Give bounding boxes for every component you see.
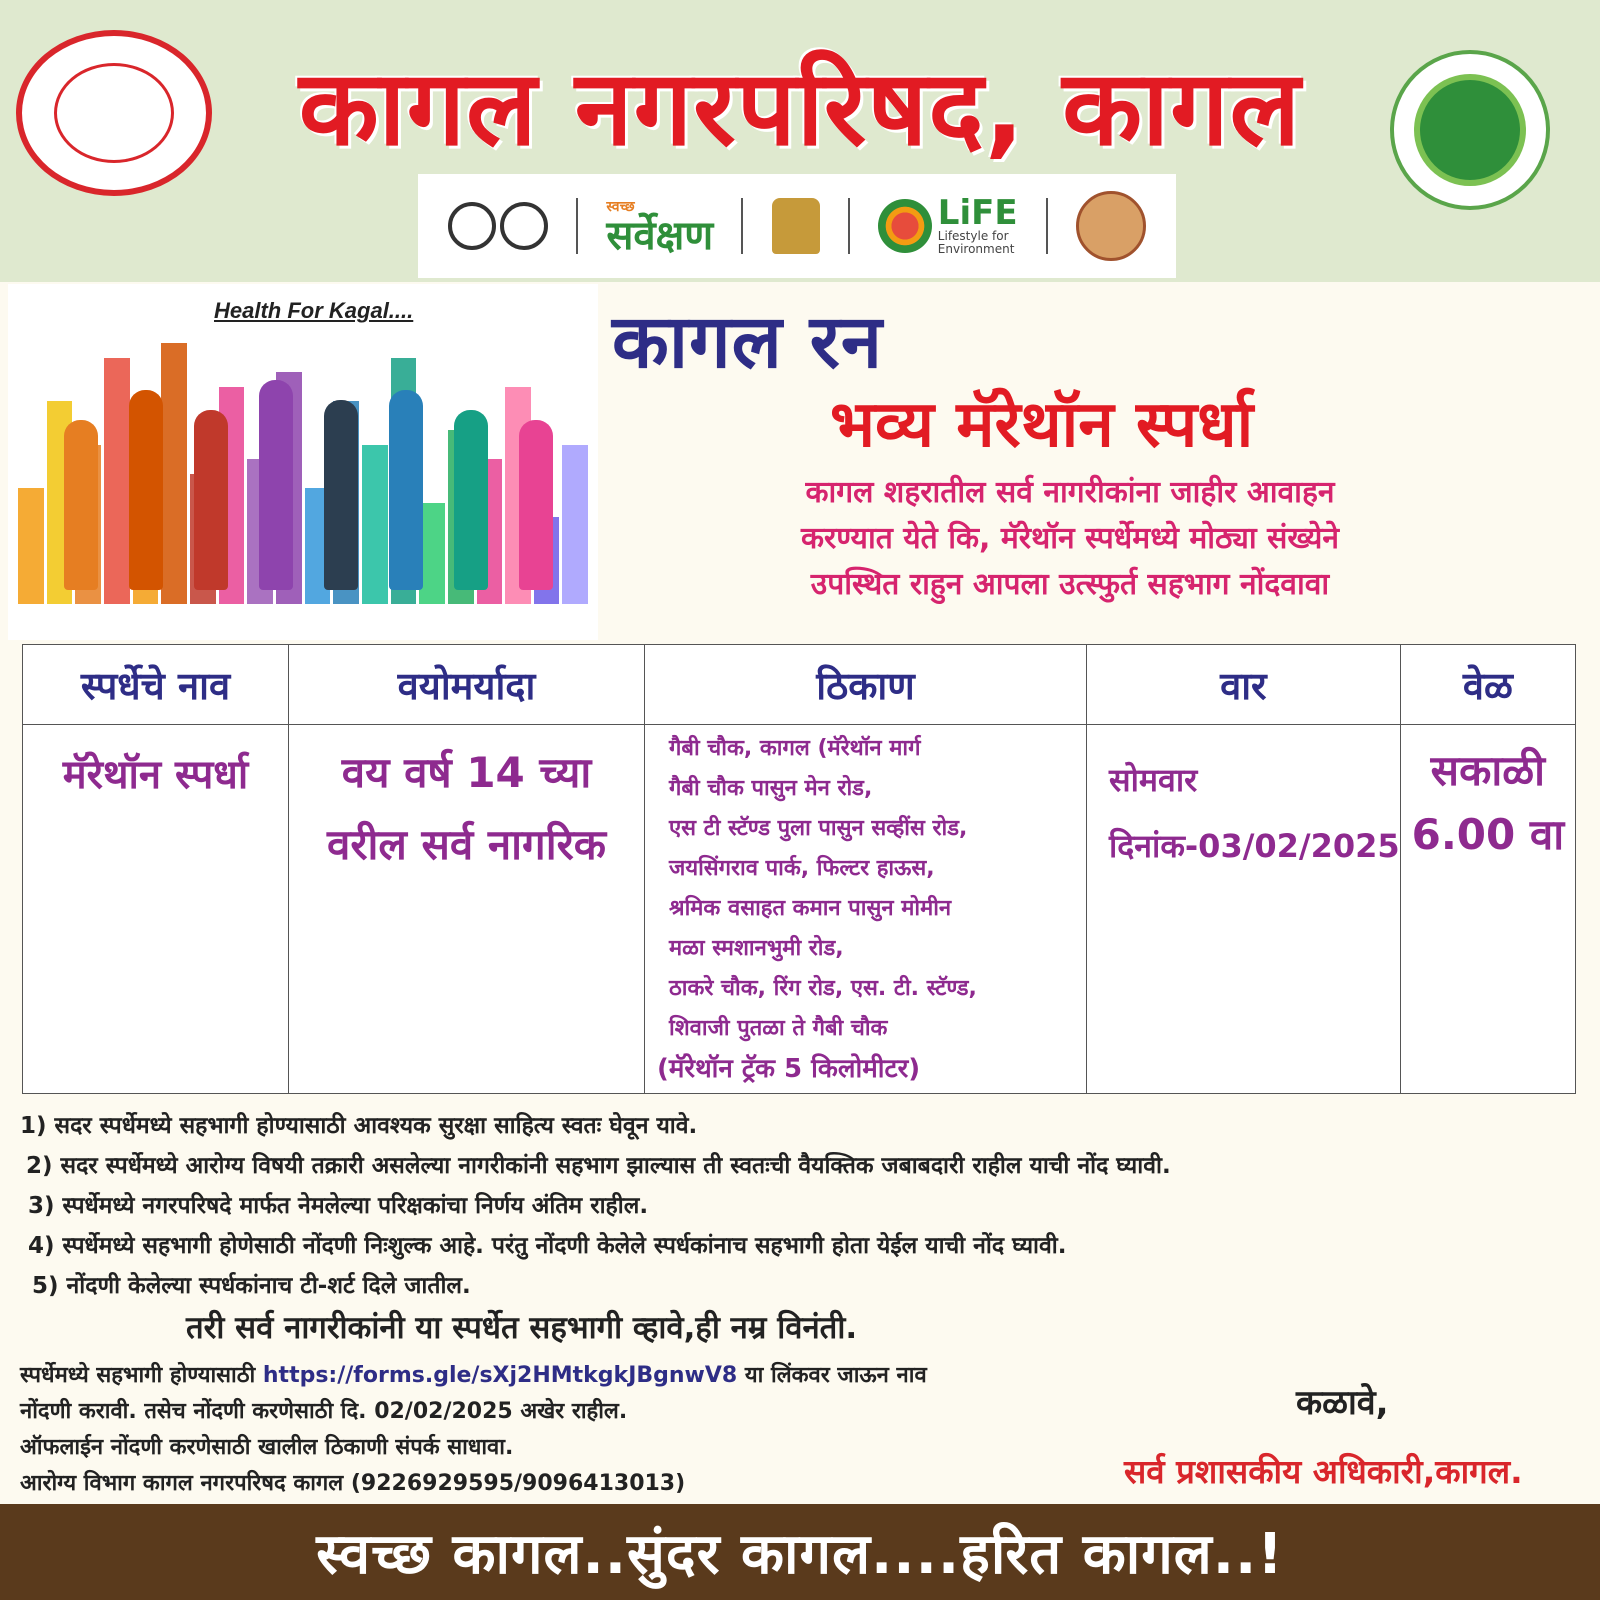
appeal-line: कागल शहरातील सर्व नागरीकांना जाहीर आवाहन [805, 475, 1335, 510]
route-line: एस टी स्टॅण्ड पुला पासुन सव्हींस रोड, [669, 816, 968, 841]
table-row [23, 725, 1576, 1094]
registration-pre: स्पर्धेमध्ये सहभागी होण्यासाठी [20, 1363, 263, 1388]
page-title: कागल नगरपरिषद, कागल [298, 47, 1302, 169]
swachh-bharat-logo [448, 202, 548, 250]
divider [576, 198, 578, 254]
survekshan-label: सर्वेक्षण [606, 212, 714, 259]
life-logo [878, 192, 1018, 256]
header-banner [0, 0, 1600, 282]
time-value: 6.00 वा [1411, 810, 1565, 859]
route-line: गैबी चौक, कागल (मॅरेथॉन मार्ग [669, 736, 921, 761]
majhi-vasundhara-logo-icon [1390, 50, 1550, 210]
registration-line: ऑफलाईन नोंदणी करणेसाठी खालील ठिकाणी संपर्क साधावा. [20, 1435, 514, 1460]
route-line: गैबी चौक पासुन मेन रोड, [669, 776, 873, 801]
runner-figures [48, 360, 568, 590]
route-line: श्रमिक वसाहत कमान पासुन मोमीन [669, 896, 952, 921]
header-day: वार [1087, 645, 1401, 725]
swachh-small-label: स्वच्छ [606, 198, 635, 215]
header-venue: ठिकाण [645, 645, 1087, 725]
route-line: शिवाजी पुतळा ते गैबी चौक [669, 1016, 888, 1041]
header-time: वेळ [1400, 645, 1575, 725]
track-length: (मॅरेथॉन ट्रॅक 5 किलोमीटर) [657, 1054, 921, 1084]
rule-item: 1) सदर स्पर्धेमध्ये सहभागी होण्यासाठी आवश्यक सुरक्षा साहित्य स्वतः घेवून यावे. [20, 1113, 698, 1139]
route-line: जयसिंगराव पार्क, फिल्टर हाऊस, [669, 856, 935, 881]
marathon-title: भव्य मॅरेथॉन स्पर्धा [830, 388, 1254, 462]
registration-info [20, 1358, 1070, 1502]
registration-line: नोंदणी करावी. तसेच नोंदणी करणेसाठी दि. 02/02/2025 अखेर राहील. [20, 1399, 628, 1424]
age-line: वय वर्ष 14 च्या [341, 748, 592, 797]
life-title: LiFE [937, 192, 1018, 233]
signature-name: सर्व प्रशासकीय अधिकारी,कागल. [1124, 1452, 1523, 1491]
table-header-row [23, 645, 1576, 725]
divider [1046, 198, 1048, 254]
header-event-name: स्पर्धेचे नाव [23, 645, 289, 725]
event-name-cell: मॅरेथॉन स्पर्धा [23, 725, 289, 1094]
rules-list [20, 1106, 1560, 1306]
appeal-line: उपस्थित राहुन आपला उत्स्फुर्त सहभाग नोंदवावा [810, 567, 1330, 602]
header-age-limit: वयोमर्यादा [289, 645, 645, 725]
date-label: दिनांक-03/02/2025 [1109, 827, 1400, 865]
rule-item: 5) नोंदणी केलेल्या स्पर्धकांनाच टी-शर्ट दिले जातील. [32, 1273, 471, 1299]
logo-strip [418, 174, 1176, 278]
rule-item: 2) सदर स्पर्धेमध्ये आरोग्य विषयी तक्रारी असलेल्या नागरीकांनी सहभाग झाल्यास ती स्वतःची वैयक्तिक जबाबदारी राहील याची नोंद घ्यावी. [26, 1153, 1171, 1179]
age-limit-cell [289, 725, 645, 1094]
signature-label: कळावे, [1296, 1383, 1389, 1423]
rule-item: 4) स्पर्धेमध्ये सहभागी होणेसाठी नोंदणी निःशुल्क आहे. परंतु नोंदणी केलेले स्पर्धकांनाच सहभागी होता येईल याची नोंद घ्यावी. [28, 1233, 1067, 1259]
health-caption: Health For Kagal.... [214, 298, 414, 323]
event-details-table [22, 644, 1576, 1094]
rule-item: 3) स्पर्धेमध्ये नगरपरिषदे मार्फत नेमलेल्या परिक्षकांचा निर्णय अंतिम राहील. [28, 1193, 649, 1219]
runners-illustration [8, 284, 598, 640]
time-label: सकाळी [1430, 746, 1545, 795]
public-appeal [690, 470, 1450, 608]
state-emblem-icon [772, 198, 820, 254]
footer-slogan: स्वच्छ कागल..सुंदर कागल....हरित कागल..! [316, 1522, 1284, 1587]
registration-link[interactable]: https://forms.gle/sXj2HMtkgkJBgnwV8 [262, 1363, 738, 1388]
day-label: सोमवार [1109, 761, 1198, 799]
gandhi-glasses-icon [448, 202, 548, 250]
life-sun-icon [878, 199, 932, 253]
kagal-run-title: कागल रन [612, 299, 883, 385]
route-line: ठाकरे चौक, रिंग रोड, एस. टी. स्टॅण्ड, [669, 976, 977, 1001]
time-cell [1400, 725, 1575, 1094]
municipal-seal-icon [16, 30, 212, 196]
registration-post: या लिंकवर जाऊन नाव [737, 1363, 927, 1388]
venue-cell [645, 725, 1087, 1094]
footer-slogan-bar [0, 1504, 1600, 1600]
appeal-line: करण्यात येते कि, मॅरेथॉन स्पर्धेमध्ये मोठ्या संख्येने [800, 521, 1339, 556]
registration-line [20, 1358, 1070, 1394]
shahu-maharaj-portrait-icon [1076, 191, 1146, 261]
request-note: तरी सर्व नागरीकांनी या स्पर्धेत सहभागी व्हावे,ही नम्र विनंती. [186, 1310, 858, 1346]
life-sub-1: Lifestyle for [937, 228, 1009, 243]
day-cell [1087, 725, 1401, 1094]
divider [741, 198, 743, 254]
route-line: मळा स्मशानभुमी रोड, [669, 936, 844, 961]
divider [848, 198, 850, 254]
life-sub-2: Environment [937, 242, 1015, 256]
age-line: वरील सर्व नागरिक [326, 820, 607, 869]
registration-line: आरोग्य विभाग कागल नगरपरिषद कागल (9226929595/9096413013) [20, 1471, 686, 1496]
swachh-survekshan-logo [606, 197, 714, 259]
